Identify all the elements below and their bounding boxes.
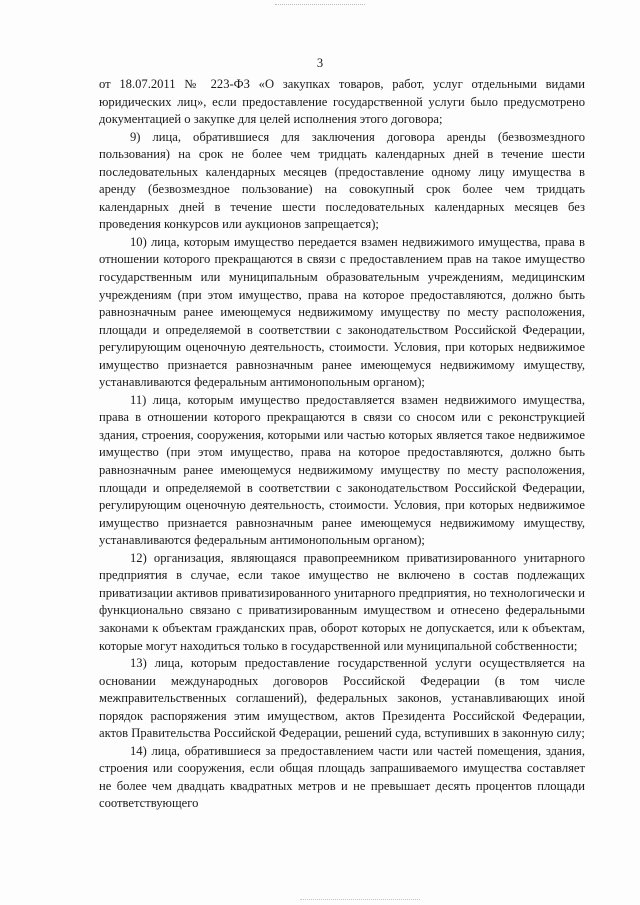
paragraph-item-14: 14) лица, обратившиеся за предоставлением части или частей помещения, здания, строения или сооружения, если общая площадь запрашиваемого имущества составляет не более чем двадцать квадратных метров и не превышает десять процентов площади соответствующего (99, 743, 585, 811)
paragraph-item-10: 10) лица, которым имущество передается взамен недвижимого имущества, права в отношении которого прекращаются в связи с предоставлением прав на такое имущество государственным или муниципальным образовательным учреждениям, медицинским учреждениям (при этом имущество, права на которое предоставляются, должно быть равнозначным ранее имеющемуся недвижимому имуществу по месту расположения, площади и определяемой в соответствии с законодательством Российской Федерации, регулирующим оценочную деятельность, стоимости. Условия, при которых недвижимое имущество признается равнозначным ранее имеющемуся недвижимому имуществу, устанавливаются федеральным антимонопольным органом); (99, 234, 585, 390)
paragraph-item-9: 9) лица, обратившиеся для заключения договора аренды (безвозмездного пользования) на срок не более чем тридцать календарных дней в течение шести последовательных календарных месяцев (предоставление одному лицу имущества в аренду (безвозмездное пользование) на совокупный срок более чем тридцать календарных дней в течение шести последовательных календарных месяцев без проведения конкурсов или аукционов запрещается); (99, 129, 585, 232)
paragraph-item-11: 11) лица, которым имущество предоставляется взамен недвижимого имущества, права в отношении которого прекращаются в связи со сносом или с реконструкцией здания, строения, сооружения, которыми или частью которых является такое недвижимое имущество (при этом имущество, права на которое предоставляются, должно быть равнозначным ранее имеющемуся недвижимому имуществу по месту расположения, площади и определяемой в соответствии с законодательством Российской Федерации, регулирующим оценочную деятельность, стоимости. Условия, при которых недвижимое имущество признается равнозначным ранее имеющемуся недвижимому имуществу, устанавливаются федеральным антимонопольным органом); (99, 392, 585, 548)
scan-artifact-bottom (300, 899, 420, 902)
paragraph-item-12: 12) организация, являющаяся правопреемником приватизированного унитарного предприятия в случае, если такое имущество не включено в состав подлежащих приватизации активов приватизированного унитарного предприятия, но технологически и функционально связано с приватизированным имуществом и отнесено федеральными законами к объектам гражданских прав, оборот которых не допускается, или к объектам, которые могут находиться только в государственной или муниципальной собственности; (99, 550, 585, 653)
scan-artifact-top (275, 4, 365, 7)
page-number: 3 (316, 56, 324, 70)
paragraph-continuation: от 18.07.2011 № 223-ФЗ «О закупках товаров, работ, услуг отдельными видами юридических лиц», если предоставление государственной услуги было предусмотрено документацией о закупке для целей исполнения этого договора; (99, 77, 585, 127)
body-text (99, 76, 585, 813)
paragraph-item-13: 13) лица, которым предоставление государственной услуги осуществляется на основании международных договоров Российской Федерации (в том числе межправительственных соглашений), федеральных законов, устанавливающих иной порядок распоряжения этим имуществом, актов Президента Российской Федерации, актов Правительства Российской Федерации, решений суда, вступивших в законную силу; (99, 656, 585, 741)
